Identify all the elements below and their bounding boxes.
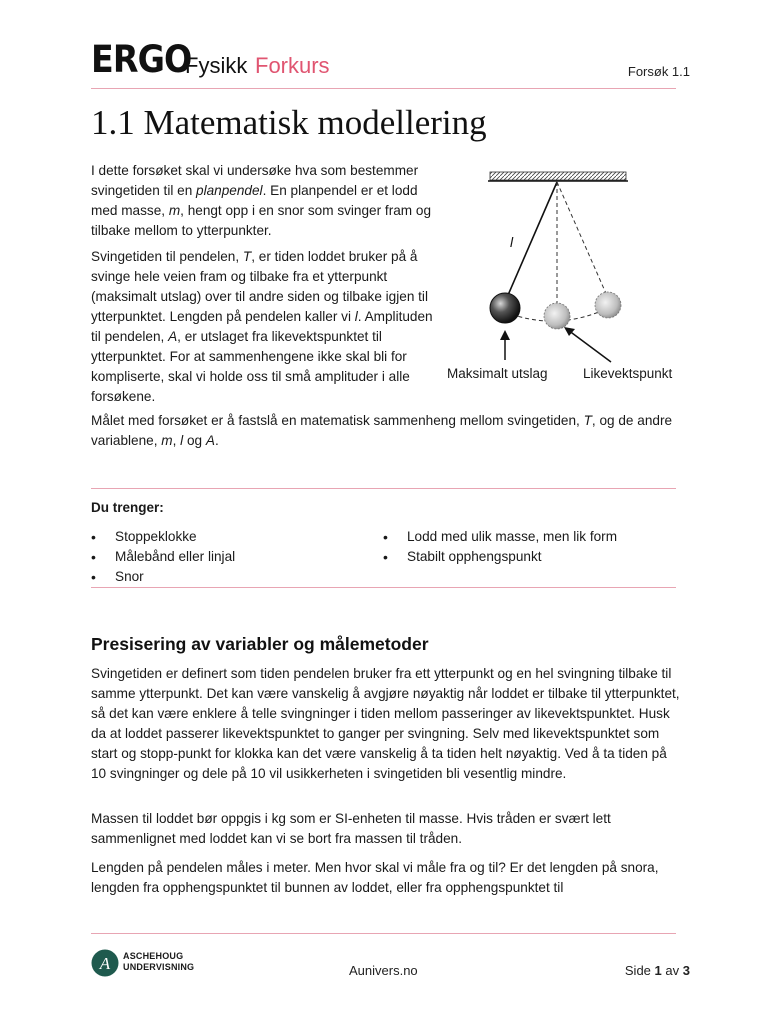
list-item: • Stabilt opphengspunkt bbox=[383, 547, 617, 567]
equipment-list-right bbox=[383, 527, 617, 567]
intro-paragraph-1: I dette forsøket skal vi undersøke hva som bestemmer svingetiden til en planpendel. En planpendel er et lodd med masse, m, hengt opp i en snor som svinger fram og tilbake mellom to ytterpunkter. bbox=[91, 163, 432, 238]
far-string bbox=[557, 182, 608, 298]
section-paragraph-1: Svingetiden er definert som tiden pendelen bruker fra ett ytterpunkt og en hel svingning tilbake til samme ytterpunkt. Det kan være vanskelig å avgjøre nøyaktig når loddet er tilbake til ytterpunktet, så det kan være enklere å telle svingninger i tiden mellom passeringer av likevektspunktet. Husk da at loddet passerer likevektspunktet to ganger per svingning. Selv med likevektspunktet som start og stopp-punkt for klokka kan det være vanskelig å ta tiden helt nøyaktig. Ved å ta tiden på 10 svingninger og dele på 10 vil usikkerheten i svingetiden bli vesentlig mindre. bbox=[91, 666, 680, 781]
pendulum-bob-max bbox=[490, 293, 520, 323]
header-divider bbox=[91, 88, 676, 89]
length-label: l bbox=[510, 234, 514, 250]
pendulum-figure bbox=[440, 160, 690, 390]
publisher-mark-icon bbox=[91, 949, 119, 977]
pendulum-bob-equilibrium bbox=[544, 303, 570, 329]
intro-paragraph-2: Svingetiden til pendelen, T, er tiden loddet bruker på å svinge hele veien fram og tilbake fra et ytterpunkt (maksimalt utslag) over til andre siden og tilbake igjen til ytterpunktet. Lengden på pendelen kaller vi l. Amplituden til pendelen, A, er utslaget fra likevektspunktet til ytterpunktet. For at sammenhengene ikke skal bli for kompliserte, skal vi holde oss til små amplituder i alle forsøkene. bbox=[91, 249, 433, 404]
publisher-logo bbox=[91, 948, 201, 978]
ergo-logo bbox=[91, 38, 330, 81]
page-number: Side 1 av 3 bbox=[624, 963, 690, 978]
max-deflection-label: Maksimalt utslag bbox=[447, 366, 548, 381]
publisher-name-line2: UNDERVISNING bbox=[123, 962, 195, 972]
footer-divider bbox=[91, 933, 676, 934]
list-item: • Målebånd eller linjal bbox=[91, 547, 235, 567]
page-title: 1.1 Matematisk modellering bbox=[91, 103, 487, 142]
equipment-top-divider bbox=[91, 488, 676, 489]
equilibrium-arrow bbox=[564, 327, 611, 362]
support-bar bbox=[488, 172, 628, 181]
section-heading: Presisering av variabler og målemetoder bbox=[91, 634, 429, 654]
publisher-name-line1: ASCHEHOUG bbox=[123, 951, 184, 961]
list-item: • Snor bbox=[91, 567, 235, 587]
max-arrow bbox=[500, 330, 510, 360]
section-paragraph-3: Lengden på pendelen måles i meter. Men hvor skal vi måle fra og til? Er det lengden på snora, lengden fra opphengspunktet til bunnen av loddet, eller fra opphengspunktet til bbox=[91, 860, 659, 895]
equipment-bottom-divider bbox=[91, 587, 676, 588]
experiment-label: Forsøk 1.1 bbox=[627, 64, 690, 79]
publisher-mark-letter: A bbox=[99, 954, 111, 973]
list-item: • Stoppeklokke bbox=[91, 527, 235, 547]
section-paragraph-2: Massen til loddet bør oppgis i kg som er SI-enheten til masse. Hvis tråden er svært lett sammenlignet med loddet kan vi se bort fra massen til tråden. bbox=[91, 811, 611, 846]
logo-fysikk-text: Fysikk bbox=[185, 53, 248, 78]
equilibrium-label: Likevektspunkt bbox=[583, 366, 673, 381]
equipment-list-left bbox=[91, 527, 235, 587]
pendulum-bob-far bbox=[595, 292, 621, 318]
intro-paragraph-3: Målet med forsøket er å fastslå en matematisk sammenheng mellom svingetiden, T, og de andre variablene, m, l og A. bbox=[91, 413, 673, 448]
website-label: Aunivers.no bbox=[349, 963, 418, 978]
equipment-title: Du trenger: bbox=[91, 500, 164, 515]
logo-forkurs-text: Forkurs bbox=[255, 53, 330, 78]
list-item: • Lodd med ulik masse, men lik form bbox=[383, 527, 617, 547]
logo-ergo-text: ERGO bbox=[91, 38, 192, 81]
